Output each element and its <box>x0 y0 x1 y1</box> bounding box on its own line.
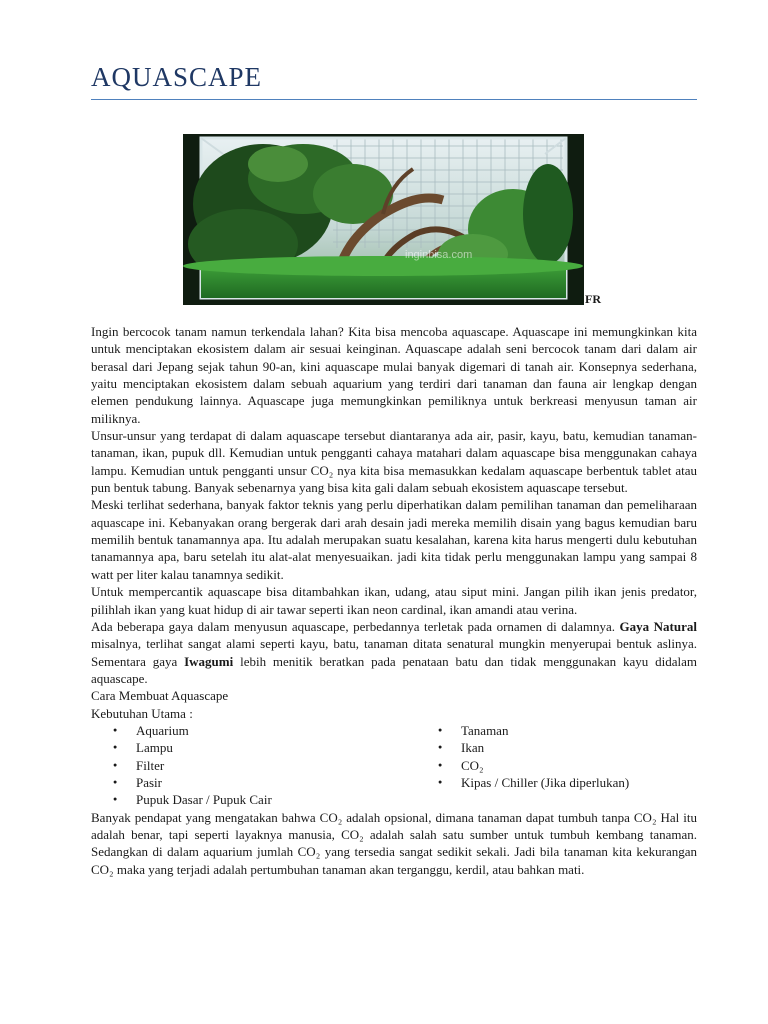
list-item: ● Pupuk Dasar / Pupuk Cair <box>91 791 416 808</box>
list-item: ● Lampu <box>91 739 416 756</box>
needs-list-left <box>91 722 416 809</box>
list-item: ● CO₂ <box>416 757 697 774</box>
list-item: ● Pasir <box>91 774 416 791</box>
page-title: AQUASCAPE <box>91 62 263 92</box>
figure-side-label: FR <box>585 292 601 306</box>
photo-watermark: inginbisa.com <box>405 249 473 261</box>
list-item: ● Tanaman <box>416 722 697 739</box>
paragraph-technical: Meski terlihat sederhana, banyak faktor teknis yang perlu diperhatikan dalam pemilihan tanaman dan pemeliharaan aquascape ini. Kebanyakan orang bergerak dari arah desain jadi mereka memilih disain yang bagus kemudian baru memilih bentuk tanamannya apa. Itu adalah merupakan suatu kesalahan, karena kita harus mengerti dulu kebutuhan tanamannya apa, baru setelah itu alat-alat menyesuaikan. jadi kita tidak perlu menggunakan lampu yang sampai 8 watt per liter kalau tanamnya sedikit. <box>91 497 697 582</box>
list-item: ● Filter <box>91 757 416 774</box>
section-heading-needs: Kebutuhan Utama : <box>91 705 193 721</box>
title-underline <box>91 99 697 100</box>
needs-list <box>91 722 697 809</box>
paragraph-co2: Banyak pendapat yang mengatakan bahwa CO₂ adalah opsional, dimana tanaman dapat tumbuh tanpa CO₂ Hal itu adalah benar, tapi seperti layaknya manusia, CO₂ adalah salah satu sumber untuk tumbuh kembang tanaman. Sedangkan di dalam aquarium jumlah CO₂ yang tersedia sangat sedikit sekali. Jadi bila tanaman kita kekurangan CO₂ maka yang terjadi adalah pertumbuhan tanaman akan terganggu, kerdil, atau bahkan mati. <box>91 809 697 877</box>
paragraph-styles <box>91 618 697 687</box>
styles-text-3: lebih menitik beratkan pada penataan batu dan tidak menggunakan kayu didalam aquascape. <box>91 653 697 686</box>
style-natural-term: Gaya Natural <box>619 618 697 634</box>
aquascape-photo <box>183 134 584 305</box>
paragraph-decoration: Untuk mempercantik aquascape bisa ditambahkan ikan, udang, atau siput mini. Jangan pilih ikan jenis predator, pilihlah ikan yang kuat hidup di air tawar seperti ikan neon cardinal, ikan amandi atau verina. <box>91 584 697 617</box>
needs-list-right <box>416 722 697 809</box>
list-item: ● Kipas / Chiller (Jika diperlukan) <box>416 774 697 791</box>
styles-text-2: misalnya, terlihat sangat alami seperti kayu, batu, tanaman ditata senatural mungkin menyerupai bentuk aslinya. Sementara gaya <box>91 636 697 669</box>
list-item: ● Ikan <box>416 739 697 756</box>
paragraph-elements: Unsur-unsur yang terdapat di dalam aquascape tersebut diantaranya ada air, pasir, kayu, batu, kemudian tanaman-tanaman, ikan, pupuk dll. Kemudian untuk pengganti cahaya matahari dalam aquascape bisa menggunakan cahaya lampu. Kemudian untuk pengganti unsur CO₂ nya kita bisa memasukkan kedalam aquascape berbentuk tablet atau pun bentuk tabung. Banyak sebenarnya yang bisa kita gali dalam sebuah ekosistem aquascape tersebut. <box>91 428 697 496</box>
section-heading-how-to: Cara Membuat Aquascape <box>91 688 229 704</box>
styles-text-1: Ada beberapa gaya dalam menyusun aquascape, perbedannya terletak pada ornamen di dalamnya. <box>91 618 620 634</box>
body-text <box>91 323 697 878</box>
style-iwagumi-term: Iwagumi <box>184 653 234 669</box>
list-item: ● Aquarium <box>91 722 416 739</box>
paragraph-intro: Ingin bercocok tanam namun terkendala lahan? Kita bisa mencoba aquascape. Aquascape ini memungkinkan kita untuk menciptakan ekosistem dalam air sesuai keinginan. Aquascape adalah seni bercocok tanam dari dalam air berasal dari Jepang sejak tahun 90-an, kini aquascape mulai banyak digemari di tanah air. Konsepnya sederhana, yaitu menciptakan ekosistem dalam sebuah aquarium yang terdiri dari tanaman dan fauna air lengkap dengan elemen pendukung lainnya. Aquascape juga memungkinkan pemiliknya untuk berkreasi menyusun taman air miliknya. <box>91 324 697 426</box>
